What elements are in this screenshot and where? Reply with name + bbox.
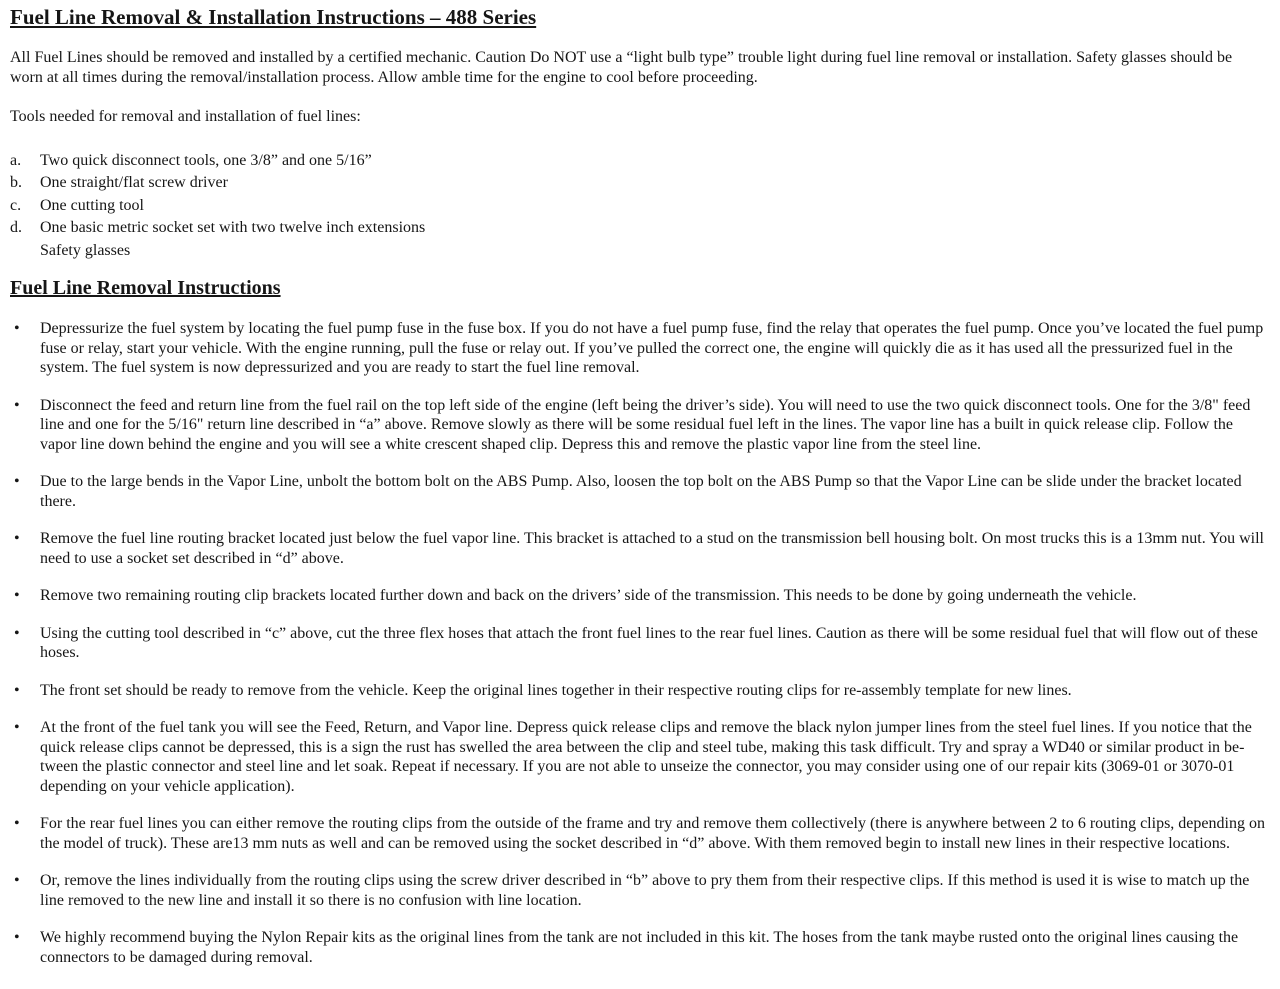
list-item-text: Safety glasses [40, 241, 131, 259]
step-item [10, 529, 1266, 568]
bullet-icon: • [14, 320, 20, 337]
list-item-text: Two quick disconnect tools, one 3/8” and one 5/16” [40, 151, 372, 169]
bullet-icon: • [14, 815, 20, 832]
list-item-text: One straight/flat screw driver [40, 174, 228, 191]
steps-list [10, 319, 1266, 967]
list-item [10, 196, 1266, 216]
step-text: For the rear fuel lines you can either remove the routing clips from the outside of the frame and try and remove them collectively (there is anywhere between 2 to 6 routing clips, depending on the model of truck). These are13 mm nuts as well and can be removed using the socket described in “d” above. With them removed begin to install new lines in their respective locations. [40, 815, 1265, 852]
step-item [10, 624, 1266, 663]
step-item [10, 586, 1266, 606]
tools-intro-line: Tools needed for removal and installation of fuel lines: [10, 108, 361, 125]
step-text: Depressurize the fuel system by locating the fuel pump fuse in the fuse box. If you do not have a fuel pump fuse, find the relay that operates the fuel pump. Once you’ve located the fuel pump fuse or relay, start your vehicle. With the engine running, pull the fuse or relay out. If you’ve pulled the correct one, the engine will quickly die as it has used all the pressurized fuel in the system. The fuel system is now depressurized and you are ready to start the fuel line removal. [40, 320, 1264, 376]
list-marker: a. [10, 151, 22, 169]
step-item [10, 396, 1266, 455]
step-item [10, 718, 1266, 796]
step-text: Remove two remaining routing clip brackets located further down and back on the drivers’ side of the transmission. This needs to be done by going underneath the vehicle. [40, 587, 1137, 604]
step-item [10, 319, 1266, 378]
step-item [10, 472, 1266, 511]
step-text: At the front of the fuel tank you will see the Feed, Return, and Vapor line. Depress quick release clips and remove the black nylon jumper lines from the steel fuel lines. If you notice that the quick release clips cannot be depressed, this is a sign the rust has swelled the area between the clip and steel tube, making this task difficult. Try and spray a WD40 or similar product in be-tween the plastic connector and steel line and let soak. Repeat if necessary. If you are not able to unseize the connector, you may consider using one of our repair kits (3069-01 or 3070-01 depending on your vehicle application). [40, 719, 1252, 795]
bullet-icon: • [14, 530, 20, 547]
step-text: We highly recommend buying the Nylon Repair kits as the original lines from the tank are not included in this kit. The hoses from the tank maybe rusted onto the original lines causing the connectors to be damaged during removal. [40, 929, 1239, 966]
step-item [10, 928, 1266, 967]
bullet-icon: • [14, 872, 20, 889]
list-marker: c. [10, 196, 22, 214]
bullet-icon: • [14, 719, 20, 736]
step-text: Or, remove the lines individually from the routing clips using the screw driver described in “b” above to pry them from their respective clips. If this method is used it is wise to match up the line removed to the new line and install it so there is no confusion with line location. [40, 872, 1250, 909]
bullet-icon: • [14, 587, 20, 604]
step-text: Using the cutting tool described in “c” above, cut the three flex hoses that attach the front fuel lines to the rear fuel lines. Caution as there will be some residual fuel that will flow out of these hoses. [40, 624, 1258, 661]
list-item-text: One cutting tool [40, 196, 144, 214]
bullet-icon: • [14, 929, 20, 946]
list-item [10, 218, 1266, 238]
step-text: Disconnect the feed and return line from the fuel rail on the top left side of the engine (left being the driver’s side). You will need to use the two quick disconnect tools. One for the 3/8" feed line and one for the 5/16" return line described in “a” above. Remove slowly as there will be some residual fuel left in the lines. The vapor line has a built in quick release clip. Follow the vapor line down behind the engine and you will see a white crescent shaped clip. Depress this and remove the plastic vapor line from the steel line. [40, 396, 1251, 453]
section-heading: Fuel Line Removal Instructions [10, 277, 281, 299]
tools-list [10, 151, 1266, 261]
step-item [10, 814, 1266, 853]
bullet-icon: • [14, 396, 20, 414]
list-item-text: One basic metric socket set with two twelve inch extensions [40, 219, 426, 236]
page-title: Fuel Line Removal & Installation Instructions – 488 Series [10, 5, 537, 29]
list-marker: d. [10, 219, 22, 236]
list-marker [10, 241, 40, 261]
list-item [10, 173, 1266, 193]
list-item [10, 241, 1266, 261]
step-text: Due to the large bends in the Vapor Line, unbolt the bottom bolt on the ABS Pump. Also, loosen the top bolt on the ABS Pump so that the Vapor Line can be slide under the bracket located there. [40, 473, 1242, 510]
step-text: The front set should be ready to remove from the vehicle. Keep the original lines together in their respective routing clips for re-assembly template for new lines. [40, 681, 1072, 699]
bullet-icon: • [14, 624, 20, 642]
bullet-icon: • [14, 473, 20, 490]
list-item [10, 151, 1266, 171]
step-item [10, 681, 1266, 701]
step-item [10, 871, 1266, 910]
bullet-icon: • [14, 681, 20, 699]
step-text: Remove the fuel line routing bracket located just below the fuel vapor line. This bracket is attached to a stud on the transmission bell housing bolt. On most trucks this is a 13mm nut. You will need to use a socket set described in “d” above. [40, 530, 1264, 567]
intro-paragraph: All Fuel Lines should be removed and installed by a certified mechanic. Caution Do NOT use a “light bulb type” trouble light during fuel line removal or installation. Safety glasses should be worn at all times during the removal/installation process. Allow amble time for the engine to cool before proceeding. [10, 49, 1233, 86]
list-marker: b. [10, 174, 22, 191]
